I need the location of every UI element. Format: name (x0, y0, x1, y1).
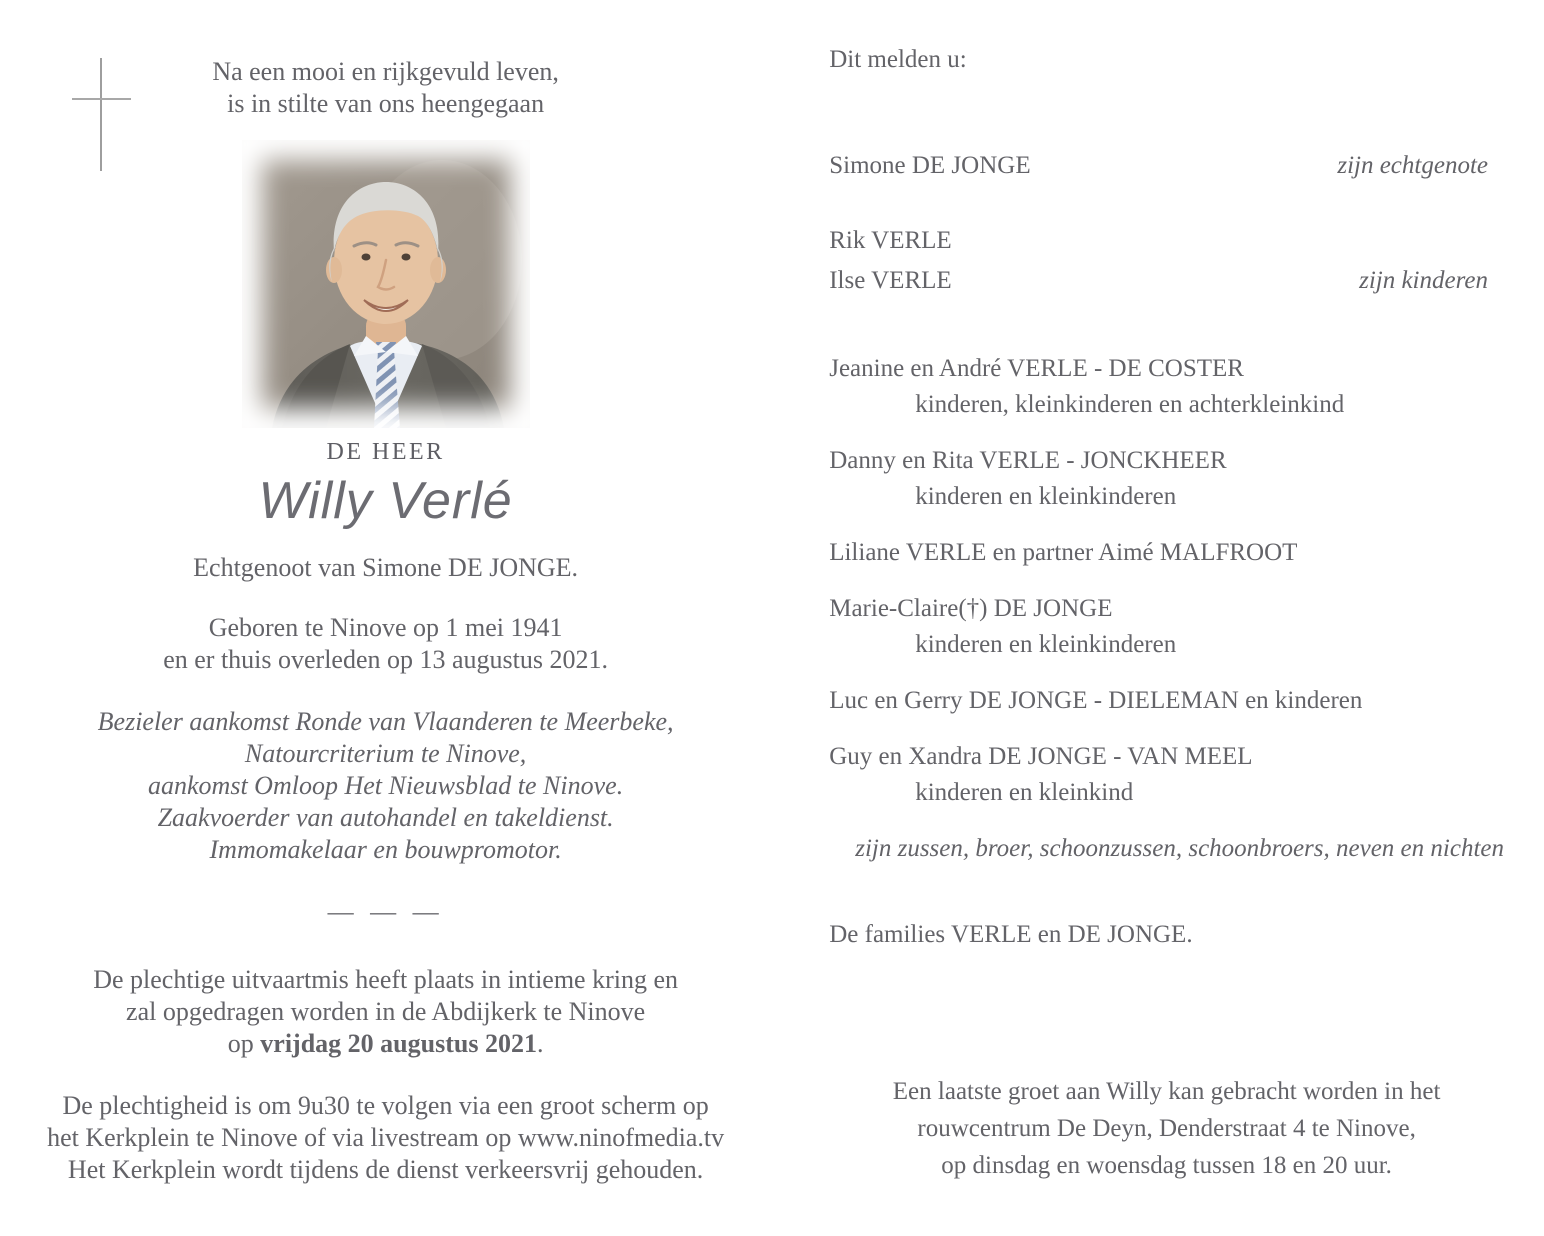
deceased-name: Willy Verlé (258, 472, 513, 530)
visitation-line-2: rouwcentrum De Deyn, Denderstraat 4 te Ninove, (917, 1115, 1416, 1142)
visitation-line-3: op dinsdag en woensdag tussen 18 en 20 uur. (941, 1152, 1392, 1179)
ceremony-line-3: Het Kerkplein wordt tijdens de dienst verkeersvrij gehouden. (67, 1155, 704, 1184)
family-entry (829, 683, 1504, 719)
family-relation: zijn echtgenote (1337, 152, 1488, 179)
announcement-heading: Dit melden u: (829, 46, 967, 73)
birth-death-block (0, 612, 771, 676)
family-member-name: Luc en Gerry DE JONGE - DIELEMAN en kinderen (829, 687, 1363, 714)
left-column (0, 0, 771, 1236)
honorific-title: DE HEER (326, 439, 445, 465)
family-descendants: kinderen, kleinkinderen en achterkleinkind (915, 391, 1345, 418)
family-member-name: Marie-Claire(†) DE JONGE (829, 595, 1113, 622)
funeral-date: vrijdag 20 augustus 2021 (260, 1029, 537, 1058)
family-entry (829, 223, 1504, 259)
family-member-name: Jeanine en André VERLE - DE COSTER (829, 355, 1244, 382)
birth-line: Geboren te Ninove op 1 mei 1941 (208, 613, 563, 642)
life-tribute-block (0, 706, 771, 866)
funeral-line-2: zal opgedragen worden in de Abdijkerk te Ninove (126, 997, 646, 1026)
death-line: en er thuis overleden op 13 augustus 2021. (163, 645, 609, 674)
funeral-date-line: op vrijdag 20 augustus 2021. (227, 1029, 544, 1058)
family-entry (829, 591, 1504, 663)
visitation-info-block (829, 1073, 1504, 1184)
family-member-name: Simone DE JONGE (829, 152, 1031, 179)
ceremony-line-2: het Kerkplein te Ninove of via livestream op www.ninofmedia.tv (47, 1123, 725, 1152)
family-descendants: kinderen en kleinkind (915, 779, 1134, 806)
tribute-line-3: aankomst Omloop Het Nieuwsblad te Ninove. (148, 771, 624, 800)
family-member-name: Guy en Xandra DE JONGE - VAN MEEL (829, 743, 1253, 770)
right-column (771, 0, 1544, 1236)
dash-separator: — — — (327, 897, 444, 926)
portrait-illustration (242, 140, 530, 428)
families-line: De families VERLE en DE JONGE. (829, 921, 1193, 948)
family-entry (829, 263, 1504, 299)
intro-line-2: is in stilte van ons heengegaan (227, 89, 545, 118)
family-entry (829, 351, 1504, 423)
family-descendants: kinderen en kleinkinderen (915, 631, 1177, 658)
portrait-photo (242, 140, 530, 428)
family-member-name: Liliane VERLE en partner Aimé MALFROOT (829, 539, 1298, 566)
intro-line-1: Na een mooi en rijkgevuld leven, (212, 57, 559, 86)
family-member-name: Danny en Rita VERLE - JONCKHEER (829, 447, 1227, 474)
funeral-line-1: De plechtige uitvaartmis heeft plaats in intieme kring en (93, 965, 679, 994)
family-descendants: kinderen en kleinkinderen (915, 483, 1177, 510)
family-member-name: Rik VERLE (829, 227, 952, 254)
tribute-line-2: Natourcriterium te Ninove, (244, 739, 527, 768)
visitation-line-1: Een laatste groet aan Willy kan gebracht worden in het (892, 1078, 1441, 1105)
intro-text (0, 0, 771, 120)
funeral-service-block (0, 964, 771, 1060)
family-member-name: Ilse VERLE (829, 267, 952, 294)
spouse-line: Echtgenoot van Simone DE JONGE. (193, 553, 579, 582)
tribute-line-1: Bezieler aankomst Ronde van Vlaanderen te Meerbeke, (97, 707, 674, 736)
tribute-line-4: Zaakvoerder van autohandel en takeldienst. (157, 803, 614, 832)
ceremony-line-1: De plechtigheid is om 9u30 te volgen via een groot scherm op (62, 1091, 709, 1120)
family-entry (829, 535, 1504, 571)
family-entry (829, 443, 1504, 515)
family-relation: zijn kinderen (1359, 267, 1488, 294)
family-entry (829, 148, 1504, 184)
family-entry (829, 739, 1504, 811)
ceremony-info-block (0, 1090, 771, 1186)
tribute-line-5: Immomakelaar en bouwpromotor. (209, 835, 562, 864)
extended-relatives-line: zijn zussen, broer, schoonzussen, schoonbroers, neven en nichten (855, 835, 1504, 862)
